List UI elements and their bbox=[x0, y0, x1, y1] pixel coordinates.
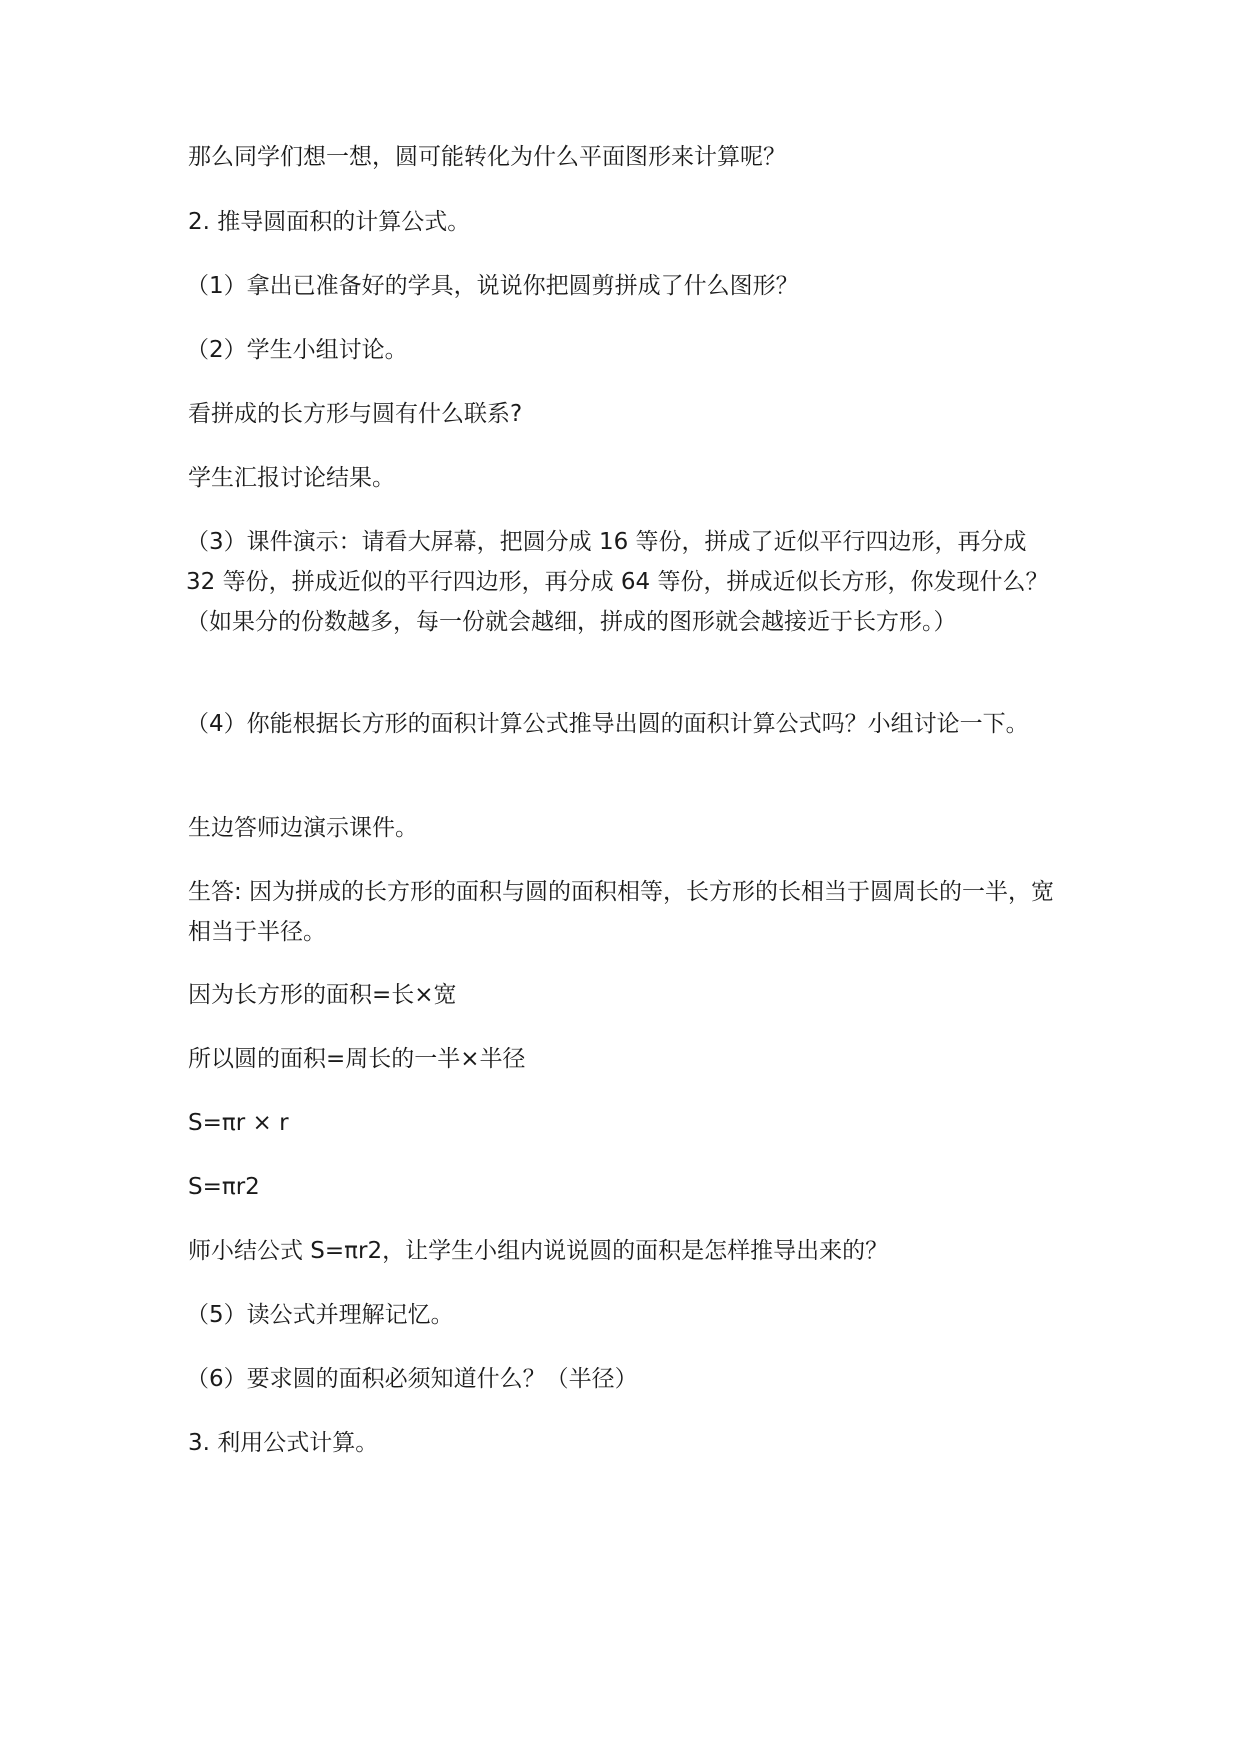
formula-s-pi-r-times-r: S=πr × r bbox=[188, 1110, 289, 1136]
paragraph-student-report: 学生汇报讨论结果。 bbox=[188, 465, 395, 491]
section-heading-derive-formula: 2. 推导圆面积的计算公式。 bbox=[188, 209, 471, 235]
paragraph-step-6: （6）要求圆的面积必须知道什么？（半径） bbox=[186, 1366, 638, 1392]
formula-rectangle-area: 因为长方形的面积=长×宽 bbox=[188, 982, 457, 1008]
formula-circle-area-words: 所以圆的面积=周长的一半×半径 bbox=[188, 1046, 526, 1072]
paragraph-step-4: （4）你能根据长方形的面积计算公式推导出圆的面积计算公式吗？小组讨论一下。 bbox=[186, 711, 1029, 737]
paragraph-step-5: （5）读公式并理解记忆。 bbox=[186, 1302, 454, 1328]
paragraph-step-3-demo: （3）课件演示：请看大屏幕，把圆分成 16 等份，拼成了近似平行四边形，再分成 32 等份，拼成近似的平行四边形，再分成 64 等份，拼成近似长方形，你发现什么？（如果分的份数越多，每一份就会越细，拼成的图形就会越接近于长方形。） bbox=[186, 529, 1049, 635]
paragraph-teacher-summary: 师小结公式 S=πr2，让学生小组内说说圆的面积是怎样推导出来的？ bbox=[188, 1238, 889, 1264]
formula-s-pi-r2: S=πr2 bbox=[188, 1174, 260, 1200]
paragraph-demo-courseware: 生边答师边演示课件。 bbox=[188, 815, 418, 841]
paragraph-step-1: （1）拿出已准备好的学具，说说你把圆剪拼成了什么图形？ bbox=[186, 273, 799, 299]
paragraph-intro-question: 那么同学们想一想，圆可能转化为什么平面图形来计算呢？ bbox=[188, 144, 786, 170]
paragraph-step-2: （2）学生小组讨论。 bbox=[186, 337, 408, 363]
paragraph-student-answer: 生答: 因为拼成的长方形的面积与圆的面积相等，长方形的长相当于圆周长的一半，宽相当于半径。 bbox=[188, 879, 1055, 945]
paragraph-relation-question: 看拼成的长方形与圆有什么联系? bbox=[188, 401, 523, 427]
section-heading-use-formula: 3. 利用公式计算。 bbox=[188, 1430, 379, 1456]
